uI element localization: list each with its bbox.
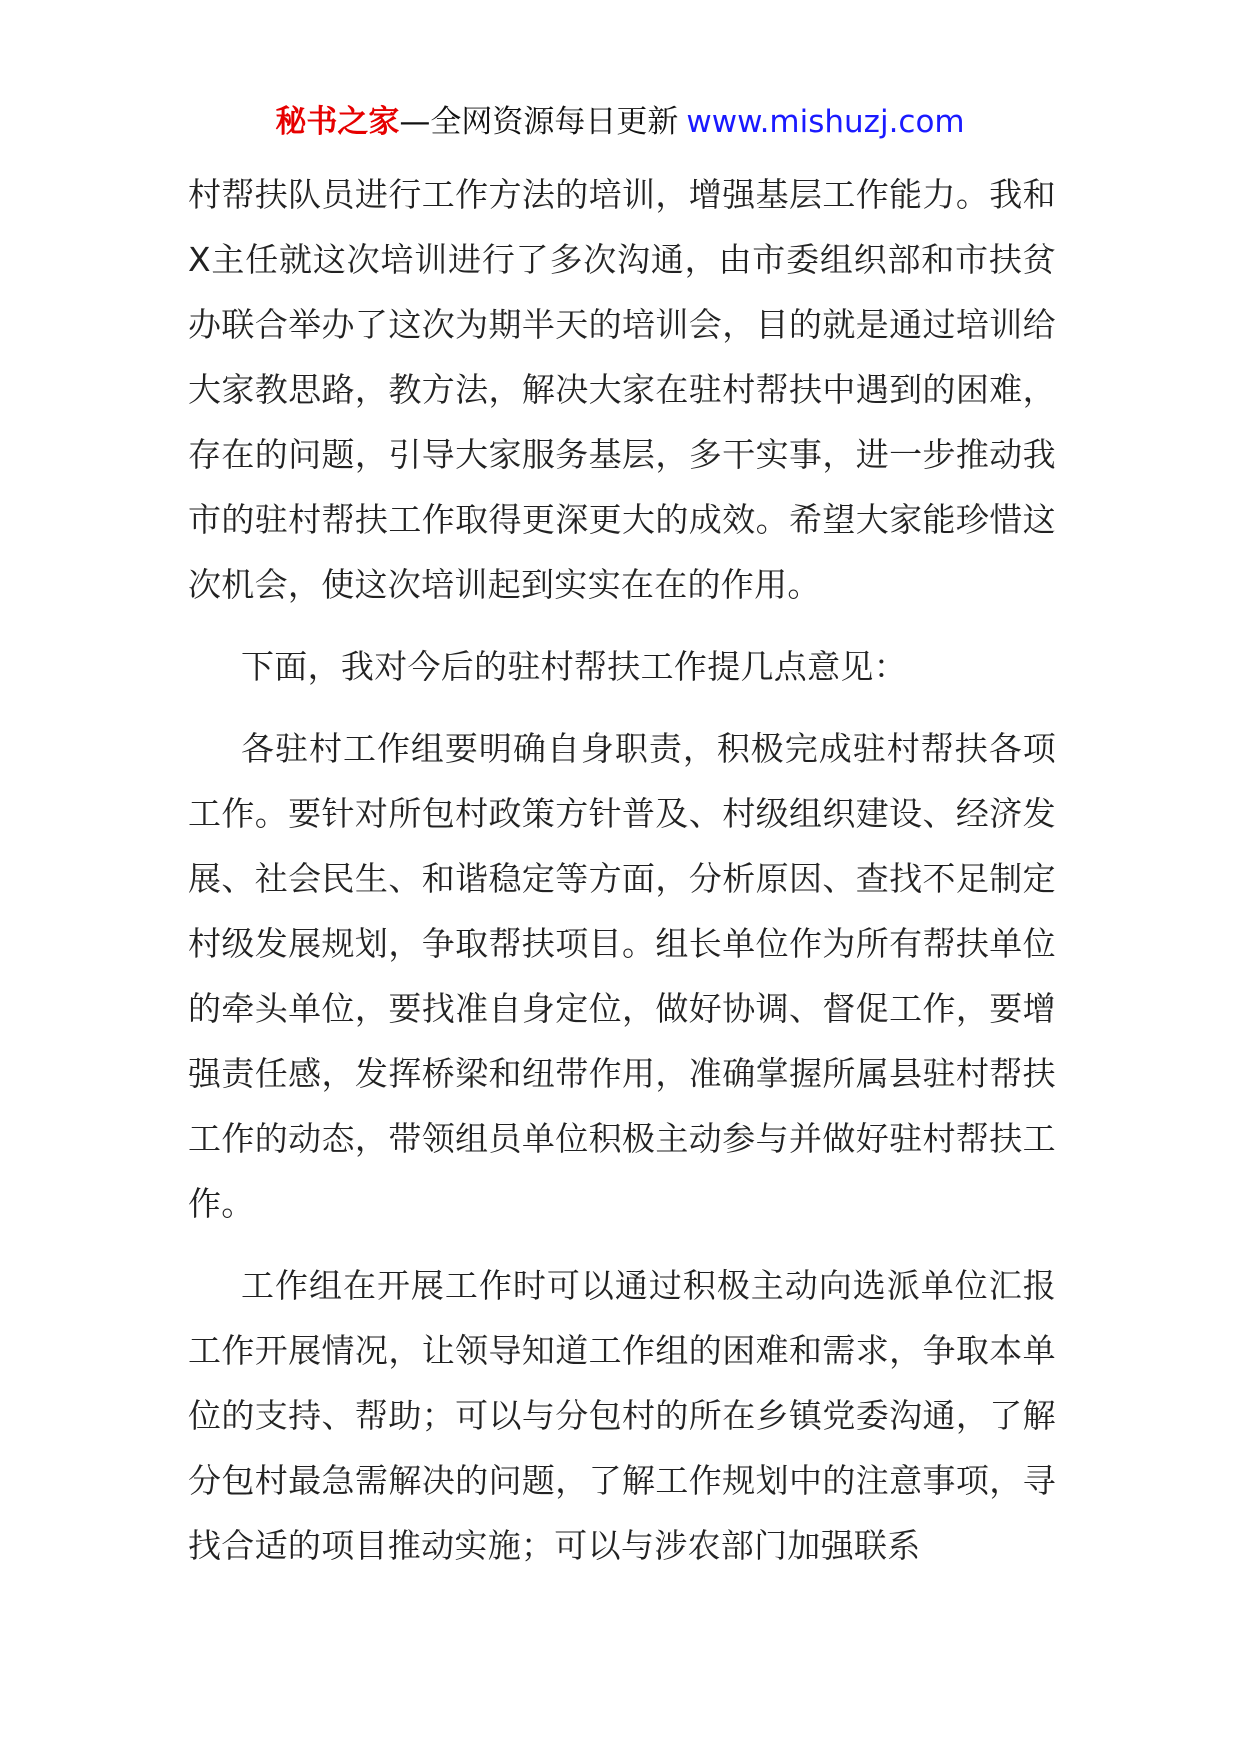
document-body: [188, 162, 1056, 1578]
paragraph-duties: 各驻村工作组要明确自身职责，积极完成驻村帮扶各项工作。要针对所包村政策方针普及、村级组织建设、经济发展、社会民生、和谐稳定等方面，分析原因、查找不足制定村级发展规划，争取帮扶项目。组长单位作为所有帮扶单位的牵头单位，要找准自身定位，做好协调、督促工作，要增强责任感，发挥桥梁和纽带作用，准确掌握所属县驻村帮扶工作的动态，带领组员单位积极主动参与并做好驻村帮扶工作。: [188, 729, 1056, 1223]
site-url-link[interactable]: www.mishuzj.com: [686, 104, 965, 140]
paragraph-continuation: 村帮扶队员进行工作方法的培训，增强基层工作能力。我和X主任就这次培训进行了多次沟通，由市委组织部和市扶贫办联合举办了这次为期半天的培训会，目的就是通过培训给大家教思路，教方法，解决大家在驻村帮扶中遇到的困难，存在的问题，引导大家服务基层，多干实事，进一步推动我市的驻村帮扶工作取得更深更大的成效。希望大家能珍惜这次机会，使这次培训起到实实在在的作用。: [188, 175, 1056, 604]
brand-name: 秘书之家: [275, 104, 400, 140]
paragraph-intro: 下面，我对今后的驻村帮扶工作提几点意见：: [241, 647, 907, 686]
header-slogan: —全网资源每日更新: [399, 104, 679, 140]
site-header: [0, 100, 1240, 144]
paragraph-methods: 工作组在开展工作时可以通过积极主动向选派单位汇报工作开展情况，让领导知道工作组的困难和需求，争取本单位的支持、帮助；可以与分包村的所在乡镇党委沟通，了解分包村最急需解决的问题，了解工作规划中的注意事项，寻找合适的项目推动实施；可以与涉农部门加强联系: [188, 1266, 1056, 1565]
